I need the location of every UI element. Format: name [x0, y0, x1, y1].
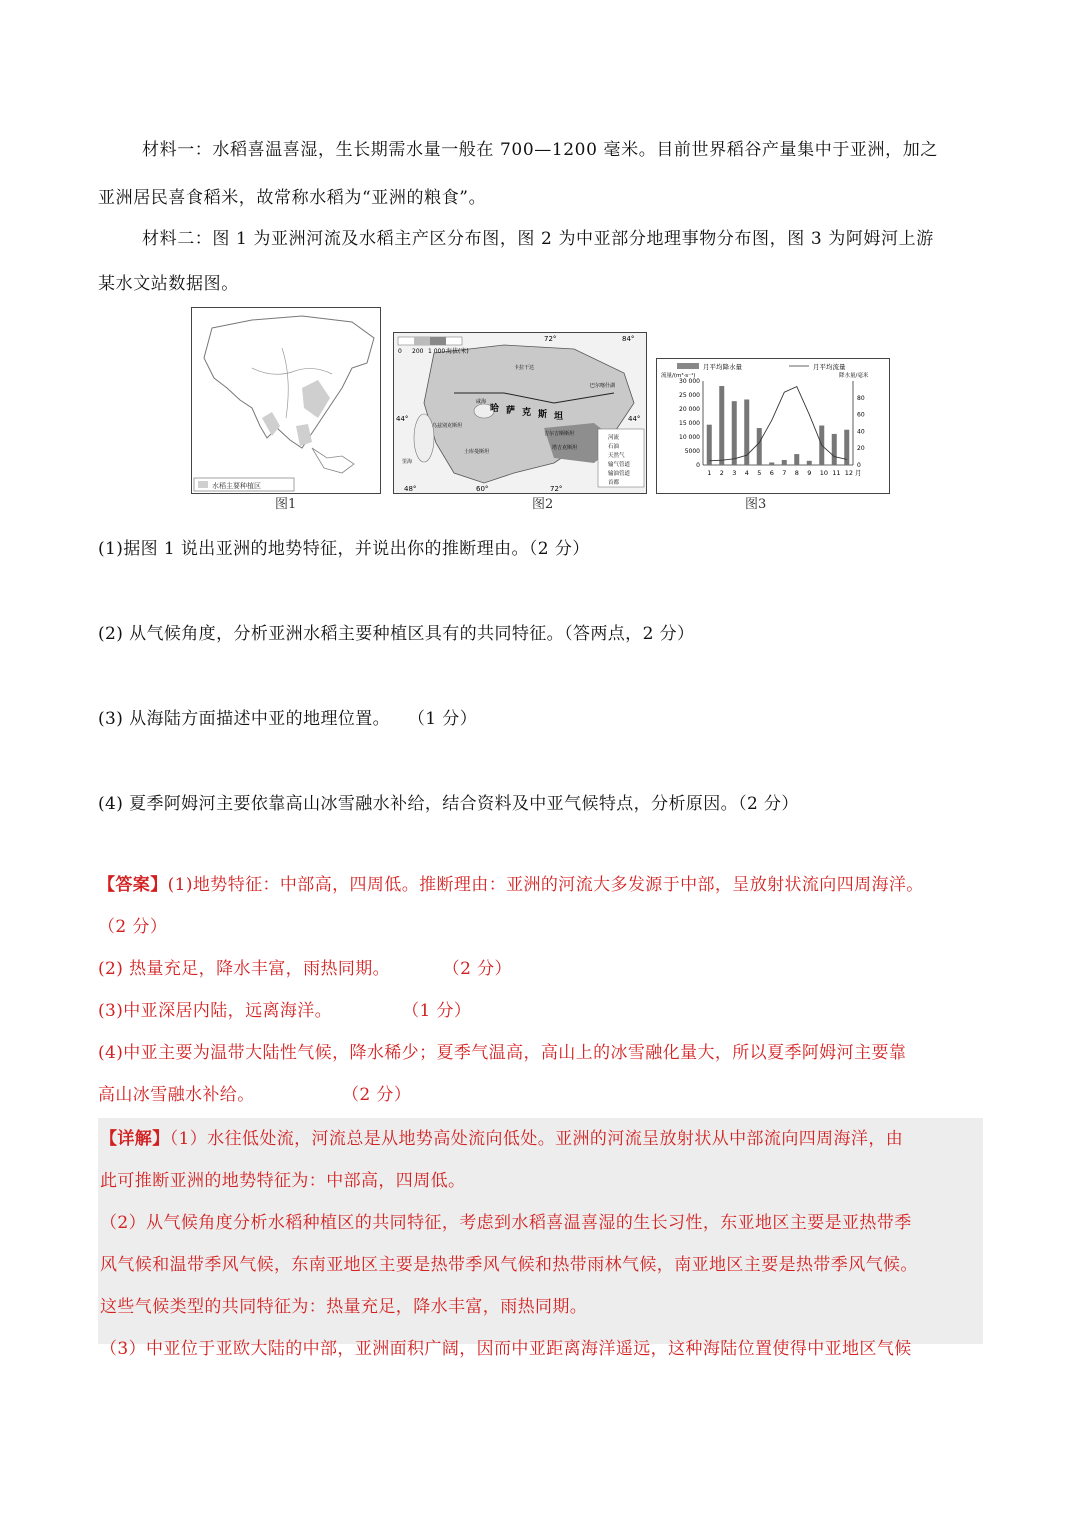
precip-bar-1	[707, 425, 712, 465]
answer-2: (2) 热量充足，降水丰富，雨热同期。 （2 分）	[98, 959, 512, 979]
figure-1-caption: 图1	[275, 497, 297, 512]
left-axis-label: 流量/(m³·s⁻¹)	[661, 373, 696, 379]
coord-44-right: 44°	[628, 415, 641, 423]
right-axis-label: 降水量/毫米	[839, 373, 869, 379]
fig2-elev-1000: 1 000	[428, 348, 446, 355]
label-tan: 坦	[554, 412, 564, 422]
label-uzbekistan: 乌兹别克斯坦	[432, 423, 463, 429]
answer-1-line2: （2 分）	[98, 917, 168, 937]
figure-3-hydro-chart	[656, 358, 890, 494]
question-4: (4) 夏季阿姆河主要依靠高山冰雪融水补给，结合资料及中亚气候特点，分析原因。（2 分）	[98, 794, 799, 814]
material-one	[98, 126, 983, 174]
river-line	[252, 368, 332, 374]
month-tick-7: 7	[782, 469, 787, 477]
figure-3-caption: 图3	[745, 497, 767, 512]
left-axis-ticks	[679, 378, 700, 469]
detail-1-line1-row	[98, 1118, 983, 1160]
fig2-legend-oil-pipe: 输油管道	[608, 471, 631, 477]
river-line-2	[282, 348, 288, 418]
month-tick-12: 12	[844, 469, 854, 477]
islands-outline	[312, 448, 354, 473]
month-tick-4: 4	[744, 469, 749, 477]
precip-bars	[707, 386, 850, 465]
right-tick-label: 20	[857, 445, 865, 453]
month-tick-6: 6	[769, 469, 774, 477]
material-two-line2: 某水文站数据图。	[98, 274, 239, 294]
fig1-legend-label: 水稻主要种植区	[212, 482, 261, 490]
precip-bar-5	[757, 428, 762, 465]
question-3: (3) 从海陆方面描述中亚的地理位置。 （1 分）	[98, 709, 478, 729]
right-tick-label: 0	[857, 462, 861, 469]
precip-bar-12	[844, 430, 849, 465]
fig2-elev-0: 0	[398, 348, 402, 355]
detail-2-line3: 这些气候类型的共同特征为：热量充足，降水丰富，雨热同期。	[100, 1297, 588, 1317]
month-unit: 月	[855, 469, 862, 477]
detail-2-line1: （2）从气候角度分析水稻种植区的共同特征，考虑到水稻喜温喜湿的生长习性，东亚地区主要是亚热带季	[100, 1213, 912, 1233]
label-balkhash: 巴尔喀什湖	[590, 383, 616, 389]
figure-2-caption: 图2	[532, 497, 554, 512]
fig2-legend-capital: 首都	[608, 480, 620, 486]
month-tick-11: 11	[832, 469, 841, 477]
right-tick-label: 80	[857, 394, 865, 402]
right-axis-ticks	[857, 395, 865, 469]
figure-1-asia-map	[191, 307, 381, 494]
flow-line	[709, 387, 847, 461]
left-tick-label: 0	[696, 462, 700, 469]
left-tick-label: 15 000	[679, 420, 700, 427]
coord-84-top: 84°	[622, 335, 635, 343]
material-one-line1: 材料一：水稻喜温喜湿，生长期需水量一般在 700—1200 毫米。目前世界稻谷产量集中于亚洲，加之	[142, 140, 938, 160]
material-two	[98, 215, 983, 263]
caspian-sea	[414, 414, 434, 462]
coord-72-top: 72°	[544, 335, 557, 343]
hydro-chart-svg	[657, 359, 889, 493]
legend-bar-swatch	[677, 363, 699, 369]
legend-line-label: 月平均流量	[813, 363, 846, 371]
detail-block	[98, 1118, 983, 1359]
coord-60-bottom: 60°	[476, 485, 489, 493]
fig2-legend-river: 河流	[608, 435, 620, 441]
fig2-legend-oil: 石油	[608, 444, 620, 450]
label-sa: 萨	[506, 406, 516, 416]
asia-outline	[204, 316, 374, 448]
precip-bar-6	[769, 462, 774, 465]
detail-3-line1: （3）中亚位于亚欧大陆的中部，亚洲面积广阔，因而中亚距离海洋遥远，这种海陆位置使得中亚地区气候	[100, 1339, 912, 1359]
label-caspian-sea: 里海	[402, 459, 413, 465]
precip-bar-9	[807, 461, 812, 465]
precip-bar-3	[732, 401, 737, 465]
precip-bar-2	[719, 386, 724, 465]
coord-48-bottom: 48°	[404, 485, 417, 493]
detail-1-line1: （1）水往低处流，河流总是从地势高处流向低处。亚洲的河流呈放射状从中部流向四周海洋，由	[169, 1129, 904, 1149]
question-1: (1)据图 1 说出亚洲的地势特征，并说出你的推断理由。（2 分）	[98, 539, 590, 559]
month-tick-10: 10	[819, 469, 829, 477]
fig2-elev-swatch-1	[414, 337, 430, 345]
rice-area-south-asia	[262, 412, 280, 436]
answer-4-line2: 高山冰雪融水补给。 （2 分）	[98, 1085, 412, 1105]
figure-2-central-asia-map	[393, 332, 647, 494]
label-turkmenistan: 土库曼斯坦	[464, 449, 490, 455]
month-tick-1: 1	[707, 469, 712, 477]
question-2: (2) 从气候角度，分析亚洲水稻主要种植区具有的共同特征。（答两点，2 分）	[98, 624, 695, 644]
answer-1-line1: (1)地势特征：中部高，四周低。推断理由：亚洲的河流大多发源于中部，呈放射状流向四周海洋。	[167, 875, 924, 895]
label-ha: 哈	[490, 404, 500, 414]
detail-1-line2: 此可推断亚洲的地势特征为：中部高，四周低。	[100, 1171, 466, 1191]
coord-72-bottom: 72°	[550, 485, 563, 493]
detail-tag: 【详解】	[100, 1129, 170, 1149]
month-ticks	[707, 469, 853, 477]
label-ke: 克	[522, 408, 532, 418]
label-tajikistan: 塔吉克斯坦	[552, 445, 578, 451]
left-tick-label: 10 000	[679, 434, 700, 441]
rice-area-southeast-asia	[296, 424, 312, 446]
legend-bar-label: 月平均降水量	[703, 363, 742, 371]
asia-map-svg	[192, 308, 380, 493]
month-tick-3: 3	[732, 469, 737, 477]
answer-4-line1: (4)中亚主要为温带大陆性气候，降水稀少；夏季气温高，高山上的冰雪融化量大，所以夏季阿姆河主要靠	[98, 1043, 907, 1063]
fig2-elev-swatch-2	[430, 337, 446, 345]
fig2-elev-unit: 海拔(米)	[446, 348, 469, 355]
coord-44-left: 44°	[396, 415, 409, 423]
material-two-cont	[98, 260, 983, 308]
answer-line-1	[98, 864, 983, 906]
fig2-elev-200: 200	[412, 348, 424, 355]
right-tick-label: 60	[857, 411, 865, 419]
fig1-legend-swatch	[198, 481, 208, 488]
fig2-legend-gas-pipe: 输气管道	[608, 462, 631, 468]
label-aral-sea: 咸海	[476, 399, 487, 405]
label-karaganda: 卡拉干达	[514, 365, 535, 371]
material-two-line1: 材料二：图 1 为亚洲河流及水稻主产区分布图，图 2 为中亚部分地理事物分布图，图 3 为阿姆河上游	[142, 229, 934, 249]
left-tick-label: 30 000	[679, 378, 700, 385]
label-si: 斯	[538, 410, 548, 420]
fig2-legend-gas: 天然气	[608, 453, 625, 459]
right-tick-label: 40	[857, 428, 865, 436]
central-asia-map-svg	[394, 333, 646, 493]
material-one-line2: 亚洲居民喜食稻米，故常称水稻为“亚洲的粮食”。	[98, 188, 487, 208]
answer-3: (3)中亚深居内陆，远离海洋。 （1 分）	[98, 1001, 472, 1021]
left-tick-label: 25 000	[679, 392, 700, 399]
precip-bar-8	[794, 454, 799, 465]
answer-tag: 【答案】	[98, 875, 168, 895]
left-tick-label: 5000	[684, 448, 700, 455]
month-tick-5: 5	[757, 469, 762, 477]
precip-bar-7	[782, 460, 787, 465]
precip-bar-11	[832, 434, 837, 465]
month-tick-9: 9	[807, 469, 812, 477]
answer-block	[98, 864, 983, 1116]
left-tick-label: 20 000	[679, 406, 700, 413]
month-tick-8: 8	[794, 469, 799, 477]
label-kyrgyzstan: 吉尔吉斯斯坦	[544, 431, 575, 437]
month-tick-2: 2	[719, 469, 724, 477]
detail-2-line2: 风气候和温带季风气候，东南亚地区主要是热带季风气候和热带雨林气候，南亚地区主要是热带季风气候。	[100, 1255, 918, 1275]
